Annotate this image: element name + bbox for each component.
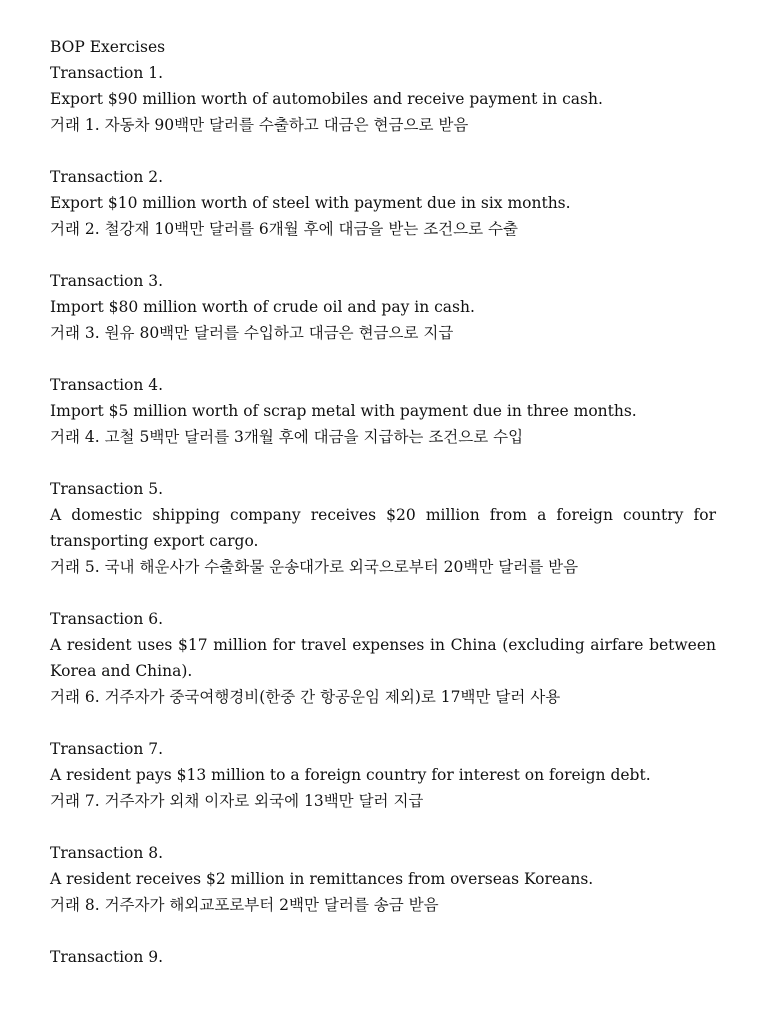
transaction-1 [50, 60, 716, 138]
transaction-4 [50, 372, 716, 450]
transaction-heading: Transaction 3. [50, 272, 164, 290]
transaction-english-text: A resident pays $13 million to a foreign country for interest on foreign debt. [50, 766, 651, 784]
transaction-heading: Transaction 8. [50, 844, 164, 862]
transaction-2 [50, 164, 716, 242]
transaction-english-text: Import $5 million worth of scrap metal with payment due in three months. [50, 402, 637, 420]
transaction-heading: Transaction 7. [50, 740, 164, 758]
transaction-9 [50, 944, 716, 970]
transaction-5 [50, 476, 716, 580]
transaction-english-text: A domestic shipping company receives $20 million from a foreign country for transporting export cargo. [50, 506, 716, 550]
transaction-3 [50, 268, 716, 346]
transaction-korean-text: 거래 1. 자동차 90백만 달러를 수출하고 대금은 현금으로 받음 [50, 116, 469, 134]
transaction-english-text: A resident uses $17 million for travel expenses in China (excluding airfare between Korea and China). [50, 636, 716, 680]
transaction-heading: Transaction 4. [50, 376, 164, 394]
transaction-korean-text: 거래 2. 철강재 10백만 달러를 6개월 후에 대금을 받는 조건으로 수출 [50, 220, 518, 238]
transaction-english-text: Export $10 million worth of steel with payment due in six months. [50, 194, 571, 212]
transaction-korean-text: 거래 7. 거주자가 외채 이자로 외국에 13백만 달러 지급 [50, 792, 424, 810]
transaction-korean-text: 거래 3. 원유 80백만 달러를 수입하고 대금은 현금으로 지급 [50, 324, 454, 342]
document-title: BOP Exercises [50, 38, 166, 56]
document-page [50, 34, 716, 996]
transaction-korean-text: 거래 6. 거주자가 중국여행경비(한중 간 항공운임 제외)로 17백만 달러 사용 [50, 688, 561, 706]
transaction-korean-text: 거래 5. 국내 해운사가 수출화물 운송대가로 외국으로부터 20백만 달러를 받음 [50, 558, 579, 576]
transaction-heading: Transaction 1. [50, 64, 164, 82]
transaction-7 [50, 736, 716, 814]
transaction-english-text: A resident receives $2 million in remittances from overseas Koreans. [50, 870, 594, 888]
transaction-heading: Transaction 6. [50, 610, 164, 628]
transaction-heading: Transaction 2. [50, 168, 164, 186]
transaction-english-text: Export $90 million worth of automobiles and receive payment in cash. [50, 90, 603, 108]
transaction-korean-text: 거래 4. 고철 5백만 달러를 3개월 후에 대금을 지급하는 조건으로 수입 [50, 428, 524, 446]
transaction-heading: Transaction 9. [50, 948, 164, 966]
transaction-8 [50, 840, 716, 918]
transaction-heading: Transaction 5. [50, 480, 164, 498]
transaction-6 [50, 606, 716, 710]
transaction-english-text: Import $80 million worth of crude oil and pay in cash. [50, 298, 475, 316]
transaction-korean-text: 거래 8. 거주자가 해외교포로부터 2백만 달러를 송금 받음 [50, 896, 439, 914]
